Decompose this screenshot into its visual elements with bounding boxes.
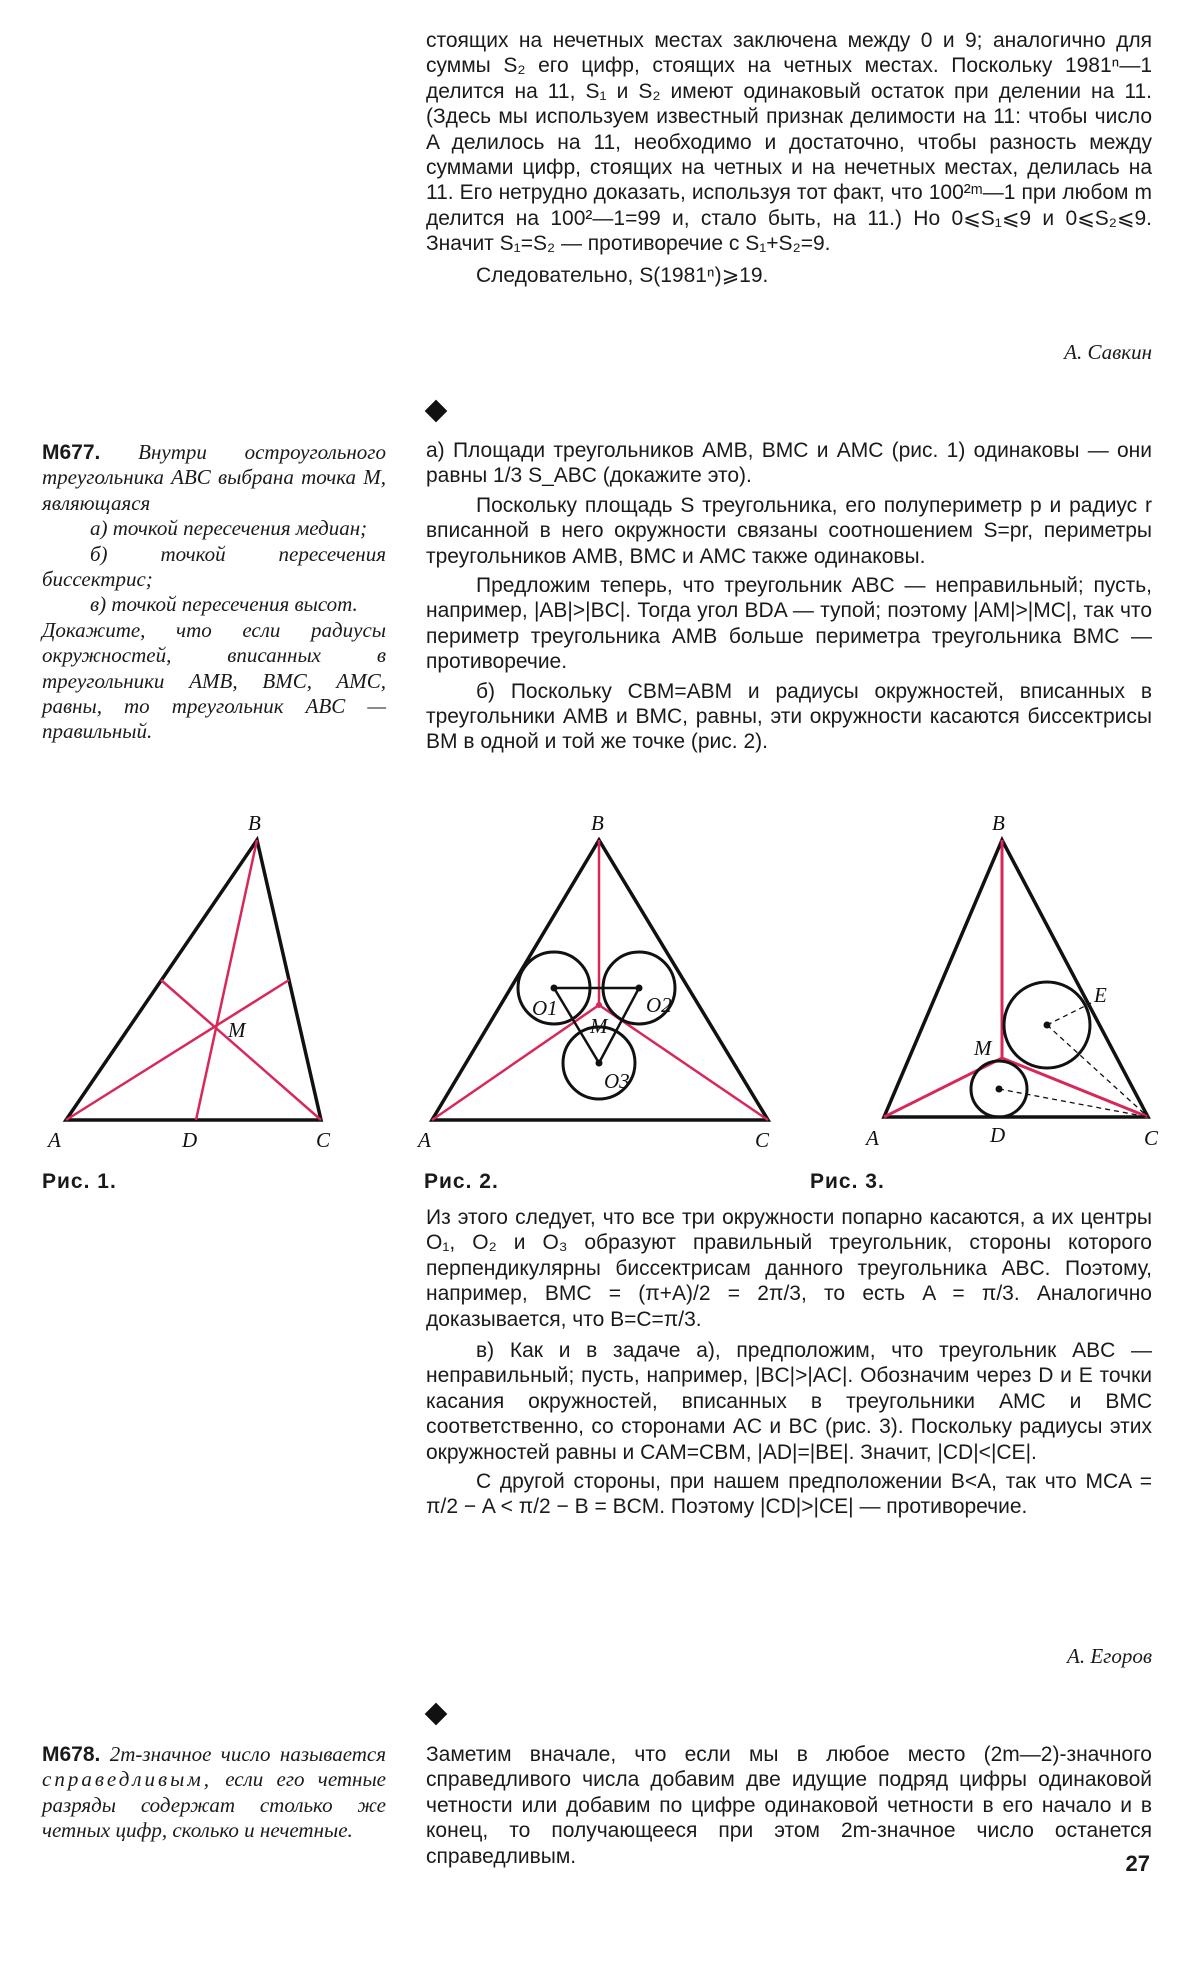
problem-emphasis: справедливым, xyxy=(42,1767,213,1792)
label-o2: O2 xyxy=(646,993,672,1017)
center-o3 xyxy=(596,1060,603,1067)
center-o1 xyxy=(551,985,558,992)
top-continuation xyxy=(426,28,1152,288)
figure-2-caption: Рис. 2. xyxy=(424,1170,499,1193)
point-m xyxy=(596,1002,602,1008)
label-o1: O1 xyxy=(532,996,558,1020)
solution-m678 xyxy=(426,1742,1152,1869)
problem-number: М677. xyxy=(42,441,101,464)
dashed-d-c xyxy=(999,1089,1148,1117)
center-small xyxy=(996,1086,1003,1093)
problem-item-c: в) точкой пересечения высот. xyxy=(90,592,358,617)
label-m: M xyxy=(590,1014,608,1038)
label-o3: O3 xyxy=(604,1069,630,1093)
problem-statement: Докажите, что если радиусы окружностей, вписанных в треугольники AMB, BMC, AMC, равны, то треугольник ABC — правильный. xyxy=(42,617,386,744)
solution-paragraph-area: Поскольку площадь S треугольника, его полупериметр p и радиус r вписанной в него окружности связаны соотношением S=pr, периметры треугольников AMB, BMC и AMC также одинаковы. xyxy=(426,493,1152,568)
solution-paragraph-a: а) Площади треугольников AMB, BMC и AMC (рис. 1) одинаковы — они равны 1/3 S_ABC (докажите это). xyxy=(426,439,1152,488)
problem-m678 xyxy=(42,1742,386,1844)
figure-3 xyxy=(866,805,1170,1155)
label-c: C xyxy=(316,1128,331,1152)
problem-intro: Внутри остроугольного треугольника ABC выбрана точка M, являющаяся xyxy=(42,440,386,515)
solution-paragraph-c: в) Как и в задаче а), предположим, что треугольник ABC — неправильный; пусть, например, |BC|>|AC|. Обозначим через D и E точки касания окружностей, вписанных в треугольники AMC и BMC соответственно, со сторонами AC и BC (рис. 3). Поскольку радиусы этих окружностей равны и CAM=CBM, |AD|=|BE|. Значит, |CD|<|CE|. xyxy=(426,1339,1152,1464)
figure-2 xyxy=(420,805,780,1155)
problem-item-a: а) точкой пересечения медиан; xyxy=(90,516,368,541)
figure-3-caption: Рис. 3. xyxy=(810,1170,885,1193)
section-diamond-icon xyxy=(425,400,448,423)
triangle-abc xyxy=(884,840,1148,1117)
label-b: B xyxy=(992,811,1005,835)
label-a: A xyxy=(418,1128,431,1152)
problem-text-after: если его четные разряды содержат столько же четных цифр, сколько и нечетные. xyxy=(42,1767,386,1843)
label-b: B xyxy=(591,811,604,835)
label-d: D xyxy=(182,1128,198,1152)
center-o2 xyxy=(636,985,643,992)
label-b: B xyxy=(248,811,261,835)
label-e: E xyxy=(1094,983,1107,1007)
solution-paragraph-final: С другой стороны, при нашем предположении B<A, так что MCA = π/2 − A < π/2 − B = BCM. Поэтому |CD|>|CE| — противоречие. xyxy=(426,1470,1152,1519)
problem-item-b: б) точкой пересечения биссектрис; xyxy=(42,541,386,592)
solution-m677-bottom xyxy=(426,1205,1152,1520)
solution-paragraph-b: б) Поскольку CBM=ABM и радиусы окружностей, вписанных в треугольники AMB и BMC, равны, эти окружности касаются биссектрисы BM в одной и той же точке (рис. 2). xyxy=(426,679,1152,754)
dashed-e-c xyxy=(1047,1025,1148,1117)
solution-paragraph-centers: Из этого следует, что все три окружности попарно касаются, а их центры O₁, O₂ и O₃ образуют правильный треугольник, стороны которого перпендикулярны биссектрисам данного треугольника ABC. Поэтому, например, BMC = (π+A)/2 = 2π/3, то есть A = π/3. Аналогично доказывается, что B=C=π/3. xyxy=(426,1206,1152,1331)
problem-m677 xyxy=(42,440,386,745)
figure-1 xyxy=(40,805,340,1155)
section-diamond-icon xyxy=(425,1703,448,1726)
label-a: A xyxy=(48,1128,61,1152)
page-number: 27 xyxy=(1125,1851,1150,1876)
label-d: D xyxy=(990,1123,1006,1147)
median-c xyxy=(161,980,321,1120)
center-large xyxy=(1044,1022,1051,1029)
label-m: M xyxy=(228,1018,246,1042)
median-a xyxy=(66,980,289,1120)
problem-text-before: 2m-значное число называется xyxy=(109,1742,386,1766)
label-m: M xyxy=(974,1036,992,1060)
continuation-paragraph: стоящих на нечетных местах заключена между 0 и 9; аналогично для суммы S₂ его цифр, стоящих на четных местах. Поскольку 1981ⁿ—1 делится на 11, S₁ и S₂ имеют одинаковый остаток при делении на 11. (Здесь мы используем известный признак делимости на 11: чтобы число A делилось на 11, необходимо и достаточно, чтобы разность между суммами цифр, стоящих на четных и на нечетных местах, делилась на 11. Его нетрудно доказать, используя тот факт, что 100²ᵐ—1 при любом m делится на 100²—1=99 и, стало быть, на 11.) Но 0⩽S₁⩽9 и 0⩽S₂⩽9. Значит S₁=S₂ — противоречие с S₁+S₂=9. xyxy=(426,29,1152,256)
figure-1-caption: Рис. 1. xyxy=(42,1170,117,1193)
label-a: A xyxy=(866,1126,879,1150)
problem-number: М678. xyxy=(42,1743,101,1766)
author-egorov: А. Егоров xyxy=(1067,1644,1152,1668)
solution-paragraph-contradiction: Предложим теперь, что треугольник ABC — неправильный; пусть, например, |AB|>|BC|. Тогда угол BDA — тупой; поэтому |AM|>|MC|, так что периметр треугольника AMB больше периметра треугольника BMC — противоречие. xyxy=(426,574,1152,674)
solution-m678-paragraph: Заметим вначале, что если мы в любое место (2m—2)-значного справедливого числа добавим две идущие подряд цифры одинаковой четности или добавим по цифре одинаковой четности в его начало и в конец, то получающееся при этом 2m-значное число останется справедливым. xyxy=(426,1743,1152,1868)
label-c: C xyxy=(1144,1126,1159,1150)
label-c: C xyxy=(755,1128,770,1152)
triangle-abc xyxy=(66,840,321,1120)
conclusion-paragraph: Следовательно, S(1981ⁿ)⩾19. xyxy=(476,263,769,287)
author-savkin: А. Савкин xyxy=(1064,340,1152,364)
solution-m677-top xyxy=(426,438,1152,755)
